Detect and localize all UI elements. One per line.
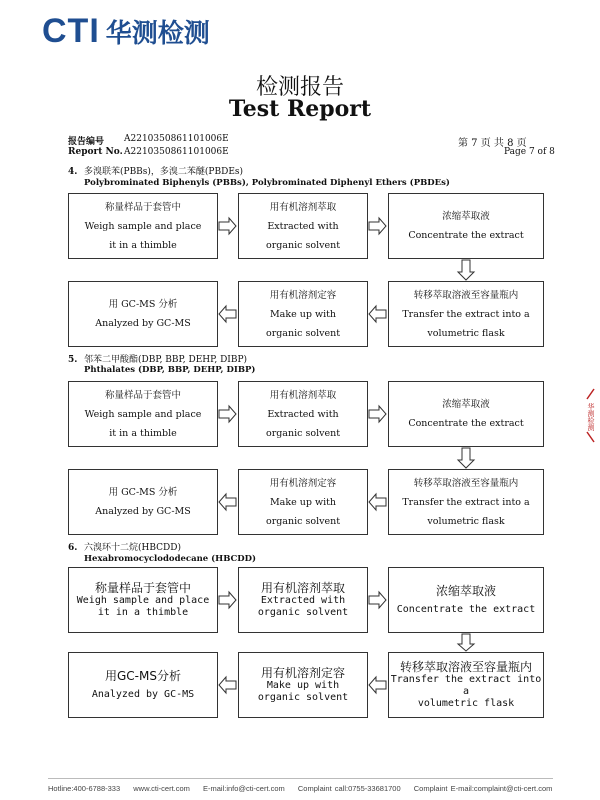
s5-step-transfer: 转移萃取溶液至容量瓶内 Transfer the extract into a volumetric flask [388,469,544,535]
s5-step-extract: 用有机溶剂萃取 Extracted with organic solvent [238,381,368,447]
footer-divider [48,778,553,779]
page-number-en: Page 7 of 8 [504,147,555,157]
arrow-down-icon [458,260,474,280]
arrow-left-icon [219,677,236,693]
s6-step-transfer: 转移萃取溶液至容量瓶内 Transfer the extract into a volumetric flask [388,652,544,718]
s6-step-extract: 用有机溶剂萃取 Extracted with organic solvent [238,567,368,633]
side-seal-mark [586,388,596,446]
s5-step-concentrate: 浓缩萃取液 Concentrate the extract [388,381,544,447]
arrow-left-icon [219,306,236,322]
report-no-value-2: A2210350861101006E [124,147,229,157]
s4-step-concentrate: 浓缩萃取液 Concentrate the extract [388,193,544,259]
footer-complaint-email[interactable]: Complaint E-mail:complaint@cti-cert.com [413,784,553,793]
s5-step-analyze: 用 GC-MS 分析 Analyzed by GC-MS [68,469,218,535]
footer-complaint-call: Complaint call:0755-33681700 [297,784,401,793]
arrow-down-icon [458,448,474,468]
arrow-right-icon [219,592,236,608]
footer-hotline: Hotline:400-6788-333 [48,784,121,793]
arrow-left-icon [219,494,236,510]
page-title-en: Test Report [228,96,372,122]
logo-brand-cn: 华测检测 [105,19,210,49]
s6-step-weigh: 称量样品于套管中 Weigh sample and place it in a thimble [68,567,218,633]
section-4-heading: 4. 多溴联苯(PBBs)，多溴二苯醚(PBDEs) [68,167,244,177]
s6-step-concentrate: 浓缩萃取液 Concentrate the extract [388,567,544,633]
section-5-heading: 5. 邻苯二甲酸酯(DBP, BBP, DEHP, DIBP) [68,355,248,365]
section-6-heading-en: Hexabromocyclododecane (HBCDD) [84,554,257,564]
footer-website[interactable]: www.cti-cert.com [133,784,190,793]
arrow-right-icon [369,592,386,608]
arrow-left-icon [369,494,386,510]
section-6-heading: 6. 六溴环十二烷(HBCDD) [68,543,181,553]
seal-bracket-icon [586,388,596,400]
side-seal-text: 华测检测 [587,403,595,431]
arrow-right-icon [219,406,236,422]
arrow-right-icon [369,406,386,422]
s4-step-analyze: 用 GC-MS 分析 Analyzed by GC-MS [68,281,218,347]
report-no-label-cn: 报告编号 [68,137,105,147]
s6-step-analyze: 用GC-MS分析 Analyzed by GC-MS [68,652,218,718]
report-no-value: A2210350861101006E [124,134,229,144]
page-title-cn: 检测报告 [255,75,344,100]
arrow-down-icon [458,634,474,651]
page-number-cn: 第 7 页 共 8 页 [458,138,527,149]
arrow-left-icon [369,306,386,322]
footer [48,784,562,793]
s5-step-weigh: 称量样品于套管中 Weigh sample and place it in a thimble [68,381,218,447]
logo-brand: CTI [42,12,100,50]
arrow-right-icon [219,218,236,234]
report-no-label-en: Report No. [68,147,123,157]
section-5-heading-en: Phthalates (DBP, BBP, DEHP, DIBP) [84,365,256,375]
arrow-left-icon [369,677,386,693]
s4-step-transfer: 转移萃取溶液至容量瓶内 Transfer the extract into a volumetric flask [388,281,544,347]
footer-email[interactable]: E-mail:info@cti-cert.com [203,784,285,793]
s4-step-extract: 用有机溶剂萃取 Extracted with organic solvent [238,193,368,259]
s4-step-makeup: 用有机溶剂定容 Make up with organic solvent [238,281,368,347]
s6-step-makeup: 用有机溶剂定容 Make up with organic solvent [238,652,368,718]
seal-bracket-icon [586,431,596,443]
s5-step-makeup: 用有机溶剂定容 Make up with organic solvent [238,469,368,535]
s4-step-weigh: 称量样品于套管中 Weigh sample and place it in a thimble [68,193,218,259]
section-4-heading-en: Polybrominated Biphenyls (PBBs), Polybrominated Diphenyl Ethers (PBDEs) [84,178,450,188]
arrow-right-icon [369,218,386,234]
